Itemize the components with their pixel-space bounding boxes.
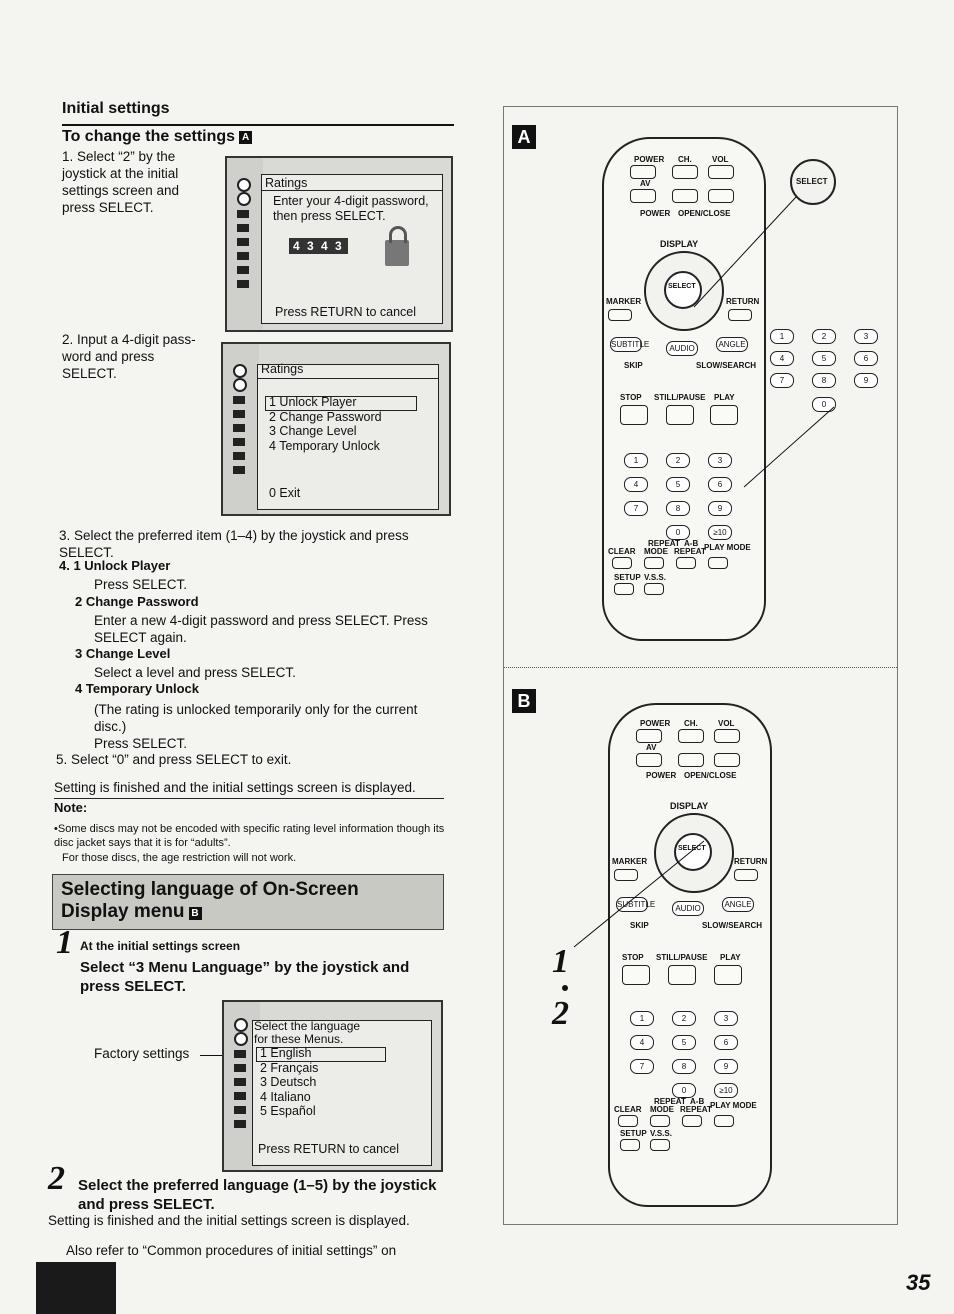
note-text: •Some discs may not be encoded with specific rating level information though its disc jacket says that it is for “adults”. [54,823,445,849]
ratings-item[interactable]: 2 Change Password [269,409,382,424]
language-item[interactable]: 3 Deutsch [260,1075,317,1089]
language-item[interactable]: 4 Italiano [260,1089,311,1104]
step-4-1-text: Press SELECT. [94,577,188,592]
digit-button[interactable]: 4 [630,1035,654,1050]
digit-button[interactable]: 8 [672,1059,696,1074]
callout-digit: 1 [770,329,794,344]
ratings-item[interactable]: 3 Change Level [269,424,357,438]
callout-digit: 2 [812,329,836,344]
step-1-main: Select “3 Menu Language” by the joystick and press SELECT. [80,959,410,995]
digit-button[interactable]: 9 [708,501,732,516]
callout-digit: 6 [854,351,878,366]
language-screen [222,1000,443,1172]
digit-button[interactable]: 5 [672,1035,696,1050]
ratings-item[interactable]: 1 Unlock Player [269,395,357,409]
ratings-password-screen [225,156,453,332]
language-section-header [52,874,444,930]
step-1-sub: At the initial settings screen [80,939,241,953]
finished-text: Setting is finished and the initial settings screen is displayed. [54,780,416,795]
callout-digit: 8 [812,373,836,388]
panel-tag-b: B [512,689,536,713]
subtitle-button[interactable]: SUBTITLE [610,337,642,352]
refer-text: Also refer to “Common procedures of initial settings” on [66,1243,397,1258]
step-4-2-heading: 2 Change Password [75,594,199,609]
step-4-4-heading: 4 Temporary Unlock [75,681,200,696]
section-heading: Initial settings [62,100,170,117]
lang-finished-text: Setting is finished and the initial settings screen is displayed. [48,1213,410,1228]
subsection-heading: To change the settings A [62,128,252,146]
callout-digit: 0 [812,397,836,412]
digit-button[interactable]: 2 [666,453,690,468]
step-1: 1. Select “2” by the joystick at the initial settings screen and press SELECT. [62,149,180,215]
panel-step-2: 2 [552,995,569,1032]
callout-lines [504,107,897,1224]
angle-button[interactable]: ANGLE [716,337,748,352]
digit-button[interactable]: 6 [708,477,732,492]
digit-button[interactable]: 3 [708,453,732,468]
screen3-footer: Press RETURN to cancel [258,1142,400,1156]
digit-button[interactable]: 0 [672,1083,696,1098]
language-list [260,1046,318,1119]
language-item[interactable]: 2 Français [260,1060,319,1075]
digit-button[interactable]: 3 [714,1011,738,1026]
callout-digit: 4 [770,351,794,366]
step-4-4-text: (The rating is unlocked temporarily only for the current disc.) Press SELECT. [94,702,418,751]
step-4-3-text: Select a level and press SELECT. [94,665,296,680]
digit-button[interactable]: 6 [714,1035,738,1050]
screen1-footer: Press RETURN to cancel [275,305,417,319]
password-digits: 4 3 4 3 [289,238,348,254]
remote-control-b: POWER CH. VOL AV POWER OPEN/CLOSE DISPLAY SELECT MARKER RETURN SUBTITLE AUDIO ANGLE SKIP SLOW/SEARCH STOP STILL/PAUSE PLAY 1 2 3 4 5 6 7 8 9 0 ≥10 REPEAT A-B CLEAR MODE REPEAT PLAY MODE SETUP V.S.S. [608,703,772,1207]
page-tab-marker [36,1262,116,1314]
ratings-exit[interactable]: 0 Exit [269,486,301,500]
tag-b-icon: B [189,907,202,920]
language-item[interactable]: 5 Español [260,1104,316,1118]
digit-button[interactable]: 5 [666,477,690,492]
digit-button[interactable]: 2 [672,1011,696,1026]
digit-button[interactable]: 7 [624,501,648,516]
callout-digit: 9 [854,373,878,388]
note-title: Note: [54,800,88,815]
callout-digit: 3 [854,329,878,344]
ratings-menu-screen [221,342,451,516]
digit-button[interactable]: 9 [714,1059,738,1074]
step-2-main: Select the preferred language (1–5) by the joystick and press SELECT. [78,1177,437,1213]
panel-step-1: 1 [552,943,569,980]
ratings-item-list [269,395,382,453]
step-5: 5. Select “0” and press SELECT to exit. [56,752,292,767]
screen2-title: Ratings [261,362,304,376]
lock-icon [385,240,409,266]
factory-settings-label: Factory settings [94,1046,190,1061]
language-section-title: Selecting language of On-Screen Display menu B [61,879,359,922]
language-item[interactable]: 1 English [260,1046,312,1060]
digit-button[interactable]: ≥10 [714,1083,738,1098]
digit-button[interactable]: 1 [624,453,648,468]
digit-button[interactable]: 4 [624,477,648,492]
step-3: 3. Select the preferred item (1–4) by the joystick and press SELECT. [59,528,409,560]
digit-button[interactable]: 1 [630,1011,654,1026]
step-2-number: 2 [48,1160,65,1197]
step-4-heading: 4. 1 Unlock Player [59,558,171,573]
step-2: 2. Input a 4-digit pass- word and press SELECT. [62,332,196,381]
step-1-number: 1 [56,924,73,961]
callout-digit: 7 [770,373,794,388]
panel-tag-a: A [512,125,536,149]
step-4-3-heading: 3 Change Level [75,646,171,661]
digit-button[interactable]: 8 [666,501,690,516]
page-number: 35 [906,1270,931,1295]
screen1-instruction: Enter your 4-digit password, then press SELECT. [273,194,429,223]
audio-button[interactable]: AUDIO [672,901,704,916]
ratings-item[interactable]: 4 Temporary Unlock [269,438,380,453]
digit-button[interactable]: 7 [630,1059,654,1074]
heading-rule [62,124,454,126]
angle-button[interactable]: ANGLE [722,897,754,912]
remote-control-a: POWER CH. VOL AV POWER OPEN/CLOSE DISPLAY SELECT MARKER RETURN SUBTITLE AUDIO ANGLE SKIP SLOW/SEARCH STOP STILL/PAUSE PLAY 1 2 3 4 5 6 7 8 9 0 ≥10 REPEAT A-B CLEAR MODE REPEAT PLAY MODE SETUP V.S.S. [602,137,766,641]
remote-illustration-panel: A B POWER CH. VOL AV POWER OPEN/CLOSE DISPLAY SELECT MARKER RETURN SUBTITLE AUDIO ANGLE SKIP SLOW/SEARCH STOP STILL/PAUSE PLAY 1 2 3 4 5 6 7 8 9 0 ≥10 REPEAT A-B CLEAR MODE REPEAT PLAY MODE SETUP V.S.S. SELECT 1 2 3 4 5 6 7 8 9 0 POWER CH. VOL AV POWER OPEN/CLOSE DISPLAY SELECT MARKER RETURN SUBTITLE AUDIO ANGLE SKIP SLOW/SEARCH STOP STILL/PAUSE PLAY 1 2 3 4 5 6 7 8 9 0 ≥10 REPEAT A-B CLEAR MODE REPEAT PLAY MODE SETUP V.S.S. 1 2 [503,106,898,1225]
digit-button[interactable]: 0 [666,525,690,540]
tag-a-icon: A [239,131,252,144]
step-4-2-text: Enter a new 4-digit password and press SELECT. Press SELECT again. [94,613,428,645]
digit-button[interactable]: ≥10 [708,525,732,540]
audio-button[interactable]: AUDIO [666,341,698,356]
note-text-2: For those discs, the age restriction will not work. [62,852,297,864]
subtitle-button[interactable]: SUBTITLE [616,897,648,912]
screen3-title: Select the language for these Menus. [254,1019,361,1046]
callout-digit: 5 [812,351,836,366]
screen1-title: Ratings [265,176,308,190]
